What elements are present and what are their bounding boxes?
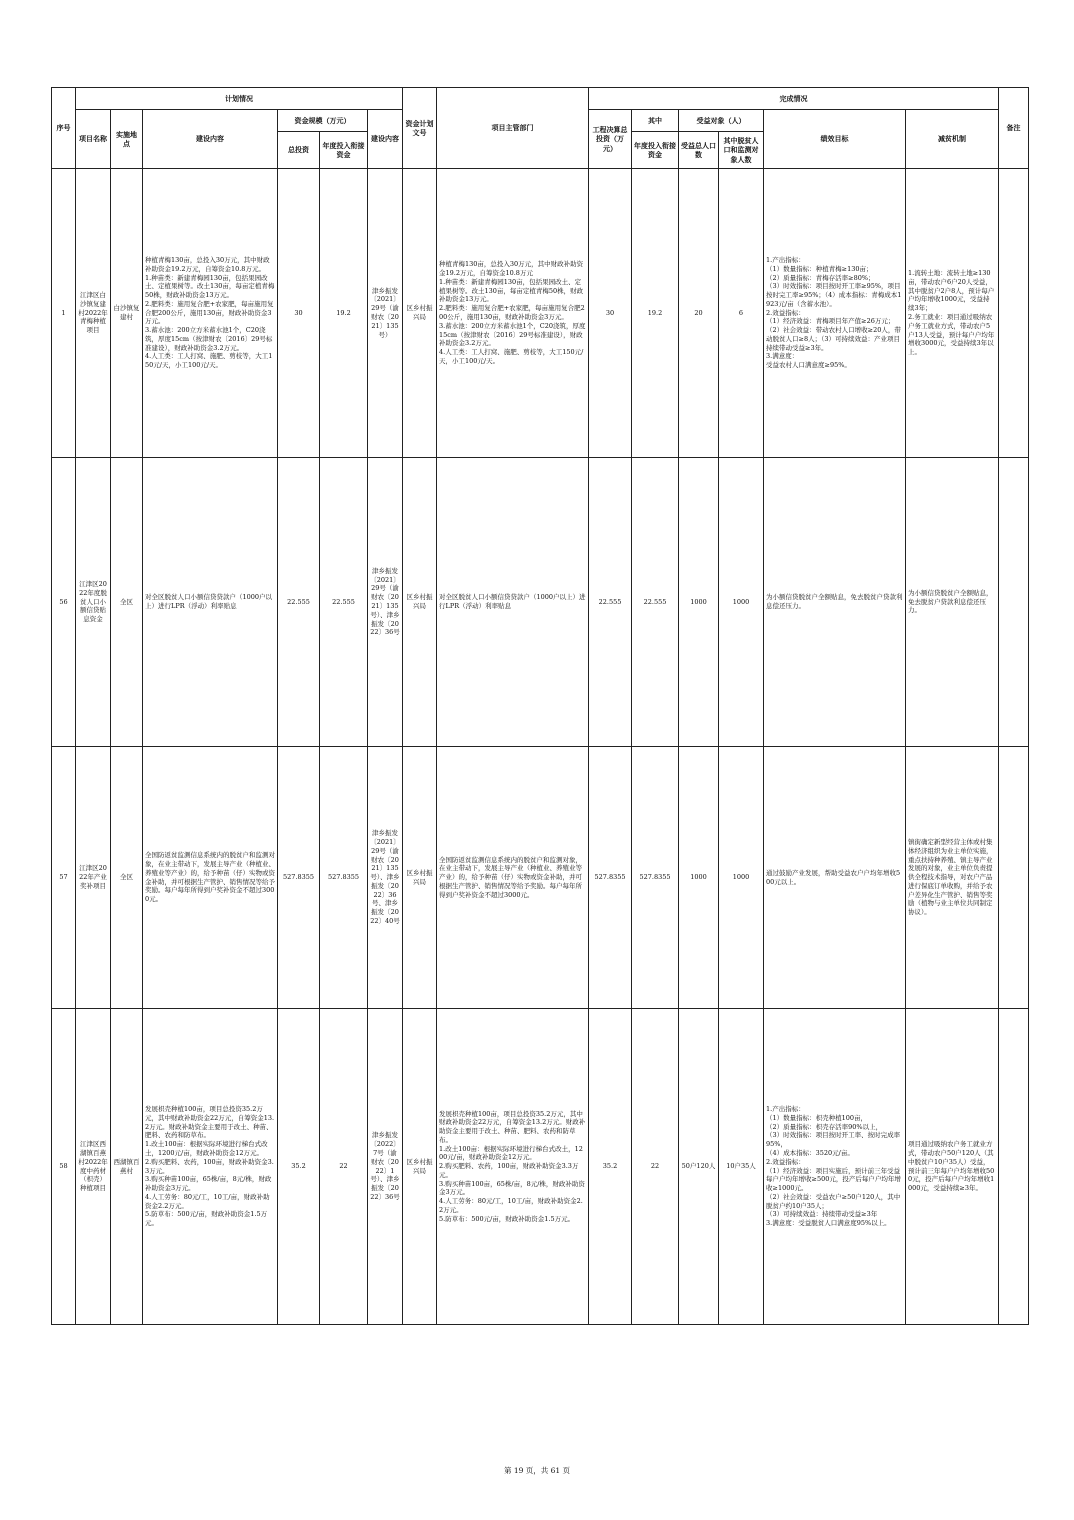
cell-done-content: 全国防返贫监测信息系统内的脱贫户和监测对象，在业主带动下，发展主导产业（种植业、养殖业等产业）的，给予种苗（仔）实物或资金补助，并可根据生产管护、销售情况等给予奖励。每户每年所得到户奖补资金不超过3000元。	[437, 747, 589, 1009]
header-remark: 备注	[999, 88, 1029, 169]
page-number: 第 19 页，共 61 页	[503, 1466, 571, 1475]
cell-remark	[999, 169, 1029, 458]
project-table	[51, 87, 1029, 1325]
cell-dept: 区乡村振兴局	[403, 747, 437, 1009]
cell-seq: 58	[52, 1009, 76, 1325]
cell-total-invest: 35.2	[278, 1009, 320, 1325]
cell-annual-fund: 527.8355	[320, 747, 368, 1009]
cell-annual-fund-done: 22	[632, 1009, 679, 1325]
cell-done-content: 种植青梅130亩，总投入30万元，其中财政补助资金19.2万元，自筹资金10.8万元 1.种苗类：新建青梅园130亩，包括果园改土、定植果树等。改土130亩，每亩定植青梅50株，财政补助资金13万元。 2.肥料类：施用复合肥+农家肥，每亩施用复合肥200公斤，施用130亩，财政补助资金3万元。 3.蓄水池：200立方米蓄水池1个，C20浇筑，厚度15cm（按津财农〔2016〕29号标准建设），财政补助资金3.2万元。 4.人工类：工人打窝、施肥、剪枝等，大工150元/天，小工100元/天。	[437, 169, 589, 458]
header-mechanism: 减贫机制	[906, 110, 999, 169]
cell-done-content: 对全区脱贫人口小额信贷贷款户（1000户以上）进行LPR（浮动）利率贴息	[437, 458, 589, 747]
cell-benef-poor: 1000	[719, 458, 764, 747]
cell-done-content: 发展枳壳种植100亩，项目总投资35.2万元，其中财政补助资金22万元，自筹资金13.2万元。财政补助资金主要用于改土、种苗、肥料、农药和防草布。 1.改土100亩：根据实际环境进行梯台式改土，1200元/亩，财政补助资金12万元。 2.购买肥料、农药，100亩，财政补助资金3.3万元。 3.购买种苗100亩，65株/亩，8元/株，财政补助资金3万元。 4.人工劳务：80元/工，10工/亩，财政补助资金2.2万元。 5.防草布：500元/亩，财政补助资金1.5万元。	[437, 1009, 589, 1325]
header-done: 完成情况	[589, 88, 999, 110]
header-of-which: 其中	[632, 110, 679, 132]
cell-benef-poor: 10户35人	[719, 1009, 764, 1325]
table-row	[52, 458, 1029, 747]
cell-benef-total: 1000	[679, 458, 719, 747]
cell-final-total: 30	[589, 169, 632, 458]
cell-location: 白沙镇复建村	[111, 169, 143, 458]
header-annual-fund-done: 年度投入衔接资金	[632, 132, 679, 169]
header-doc-no: 资金计划文号	[403, 88, 437, 169]
cell-dept: 区乡村振兴局	[403, 169, 437, 458]
cell-benef-total: 50户120人	[679, 1009, 719, 1325]
cell-benef-poor: 1000	[719, 747, 764, 1009]
table-row	[52, 747, 1029, 1009]
cell-benef-poor: 6	[719, 169, 764, 458]
cell-remark	[999, 1009, 1029, 1325]
header-annual-fund: 年度投入衔接资金	[320, 132, 368, 169]
cell-mechanism: 为小额信贷脱贫户全额贴息，免去脱贫户贷款利息偿还压力。	[906, 458, 999, 747]
cell-dept: 区乡村振兴局	[403, 1009, 437, 1325]
cell-goal: 1.产出指标： （1）数量指标：种植青梅≥130亩； （2）质量指标：青梅存活率≥80%； （3）时效指标：项目按时开工率≥95%，项目按时完工率≥95%；（4）成本指标：青梅成本1923元/亩（含蓄水池）。 2.效益指标： （1）经济效益：青梅项目年产值≥26万元；（2）社会效益：带动农村人口增收≥20人，带动脱贫人口≥8人；（3）可持续效益：产业项目持续带动受益≥3年。 3.满意度： 受益农村人口满意度≥95%。	[764, 169, 906, 458]
header-plan: 计划情况	[76, 88, 403, 110]
cell-total-invest: 527.8355	[278, 747, 320, 1009]
cell-location: 西湖镇百燕村	[111, 1009, 143, 1325]
header-total-invest: 总投资	[278, 132, 320, 169]
cell-doc-no: 津乡振发〔2022〕7号（渝财农〔2022〕1号）、津乡振发〔2022〕36号	[368, 1009, 403, 1325]
header-dept: 项目主管部门	[437, 88, 589, 169]
cell-seq: 1	[52, 169, 76, 458]
cell-final-total: 22.555	[589, 458, 632, 747]
table-row	[52, 1009, 1029, 1325]
cell-remark	[999, 458, 1029, 747]
cell-dept: 区乡村振兴局	[403, 458, 437, 747]
cell-project-name: 江津区2022年度脱贫人口小额信贷贴息资金	[76, 458, 111, 747]
cell-benef-total: 1000	[679, 747, 719, 1009]
header-seq: 序号	[52, 88, 76, 169]
cell-location: 全区	[111, 747, 143, 1009]
header-done-content: 建设内容	[368, 110, 403, 169]
header-benef-poor: 其中脱贫人口和监测对象人数	[719, 132, 764, 169]
header-final-total: 工程决算总投资（万元）	[589, 110, 632, 169]
header-fund-scale: 资金规模（万元）	[278, 110, 368, 132]
cell-seq: 56	[52, 458, 76, 747]
cell-content: 发展枳壳种植100亩，项目总投资35.2万元，其中财政补助资金22万元，自筹资金13.2万元。财政补助资金主要用于改土、种苗、肥料、农药和防草布。 1.改土100亩：根据实际环境进行梯台式改土，1200元/亩，财政补助资金12万元。 2.购买肥料、农药，100亩，财政补助资金3.3万元。 3.购买种苗100亩，65株/亩，8元/株，财政补助资金3万元。 4.人工劳务：80元/工，10工/亩，财政补助资金2.2万元。 5.防草布：500元/亩，财政补助资金1.5万元。	[143, 1009, 278, 1325]
cell-doc-no: 津乡振发〔2021〕29号（渝财农〔2021〕135号）、津乡振发〔2022〕36号、津乡振发〔2022〕40号	[368, 747, 403, 1009]
cell-doc-no: 津乡振发〔2021〕29号（渝财农〔2021〕135号）	[368, 169, 403, 458]
cell-annual-fund: 19.2	[320, 169, 368, 458]
cell-remark	[999, 747, 1029, 1009]
cell-annual-fund: 22	[320, 1009, 368, 1325]
cell-location: 全区	[111, 458, 143, 747]
header-project-name: 项目名称	[76, 110, 111, 169]
cell-annual-fund-done: 19.2	[632, 169, 679, 458]
cell-doc-no: 津乡振发〔2021〕29号（渝财农〔2021〕135号）、津乡振发〔2022〕36号	[368, 458, 403, 747]
header-benef-total: 受益总人口数	[679, 132, 719, 169]
cell-annual-fund-done: 22.555	[632, 458, 679, 747]
cell-mechanism: 镇街确定新型经营主体或村集体经济组织为业主单位实施，重点扶持种养殖、镇主导产业发展的对象，业主单位负责提供全程技术指导，对农户产品进行保底订单收购，并给予农户差异化生产管护、销售等奖励（植物与业主单位共同制定协议）。	[906, 747, 999, 1009]
header-goal: 绩效目标	[764, 110, 906, 169]
cell-seq: 57	[52, 747, 76, 1009]
header-beneficiary: 受益对象（人）	[679, 110, 764, 132]
cell-annual-fund-done: 527.8355	[632, 747, 679, 1009]
cell-project-name: 江津区西湖镇百燕村2022年度中药材（枳壳）种植项目	[76, 1009, 111, 1325]
table-row	[52, 169, 1029, 458]
cell-goal: 为小额信贷脱贫户全额贴息，免去脱贫户贷款利息偿还压力。	[764, 458, 906, 747]
cell-content: 全国防返贫监测信息系统内的脱贫户和监测对象，在业主带动下，发展主导产业（种植业、养殖业等产业）的，给予种苗（仔）实物或资金补助，并可根据生产管护、销售情况等给予奖励。每户每年所得到户奖补资金不超过3000元。	[143, 747, 278, 1009]
cell-total-invest: 22.555	[278, 458, 320, 747]
cell-content: 种植青梅130亩，总投入30万元，其中财政补助资金19.2万元，自筹资金10.8万元。 1.种苗类：新建青梅园130亩，包括果园改土、定植果树等。改土130亩，每亩定植青梅50株，财政补助资金13万元。 2.肥料类：施用复合肥+农家肥，每亩施用复合肥200公斤，施用130亩，财政补助资金3万元。 3.蓄水池：200立方米蓄水池1个，C20浇筑，厚度15cm（按津财农〔2016〕29号标准建设），财政补助资金3.2万元。 4.人工类：工人打窝、施肥、剪枝等，大工150元/天，小工100元/天。	[143, 169, 278, 458]
cell-content: 对全区脱贫人口小额信贷贷款户（1000户以上）进行LPR（浮动）利率贴息	[143, 458, 278, 747]
cell-goal: 1.产出指标： （1）数量指标：枳壳种植100亩， （2）质量指标：枳壳存活率90%以上， （3）时效指标：项目按时开工率、按时完成率95%， （4）成本指标：3520元/亩。 2.效益指标： （1）经济效益：项目实施后，预计前三年受益每户户均年增收≥500元，投产后每户户均年增收≥1000元。 （2）社会效益：受益农户≥50户120人，其中脱贫户约10户35人； （3）可持续效益：持续带动受益≥3年 3.满意度：受益脱贫人口满意度95%以上。	[764, 1009, 906, 1325]
header-location: 实施地点	[111, 110, 143, 169]
cell-mechanism: 1.流转土地：流转土地≥130亩，带动农户6户20人受益，其中脱贫户2户8人，预计每户户均年增收1000元，受益持续3年； 2.务工就业：项目通过吸纳农户务工就业方式，带动农户5户13人受益，预计每户户均年增收3000元，受益持续3年以上。	[906, 169, 999, 458]
cell-final-total: 35.2	[589, 1009, 632, 1325]
header-content: 建设内容	[143, 110, 278, 169]
cell-project-name: 江津区白沙镇复建村2022年青梅种植项目	[76, 169, 111, 458]
cell-total-invest: 30	[278, 169, 320, 458]
cell-project-name: 江津区2022年产业奖补项目	[76, 747, 111, 1009]
cell-benef-total: 20	[679, 169, 719, 458]
cell-mechanism: 项目通过吸纳农户务工就业方式，带动农户50户120人（其中脱贫户10户35人）受益，预计前三年每户户均年增收500元，投产后每户户均年增收1000元，受益持续≥3年。	[906, 1009, 999, 1325]
cell-goal: 通过鼓励产业发展，帮助受益农户户均年增收500元以上。	[764, 747, 906, 1009]
cell-final-total: 527.8355	[589, 747, 632, 1009]
cell-annual-fund: 22.555	[320, 458, 368, 747]
